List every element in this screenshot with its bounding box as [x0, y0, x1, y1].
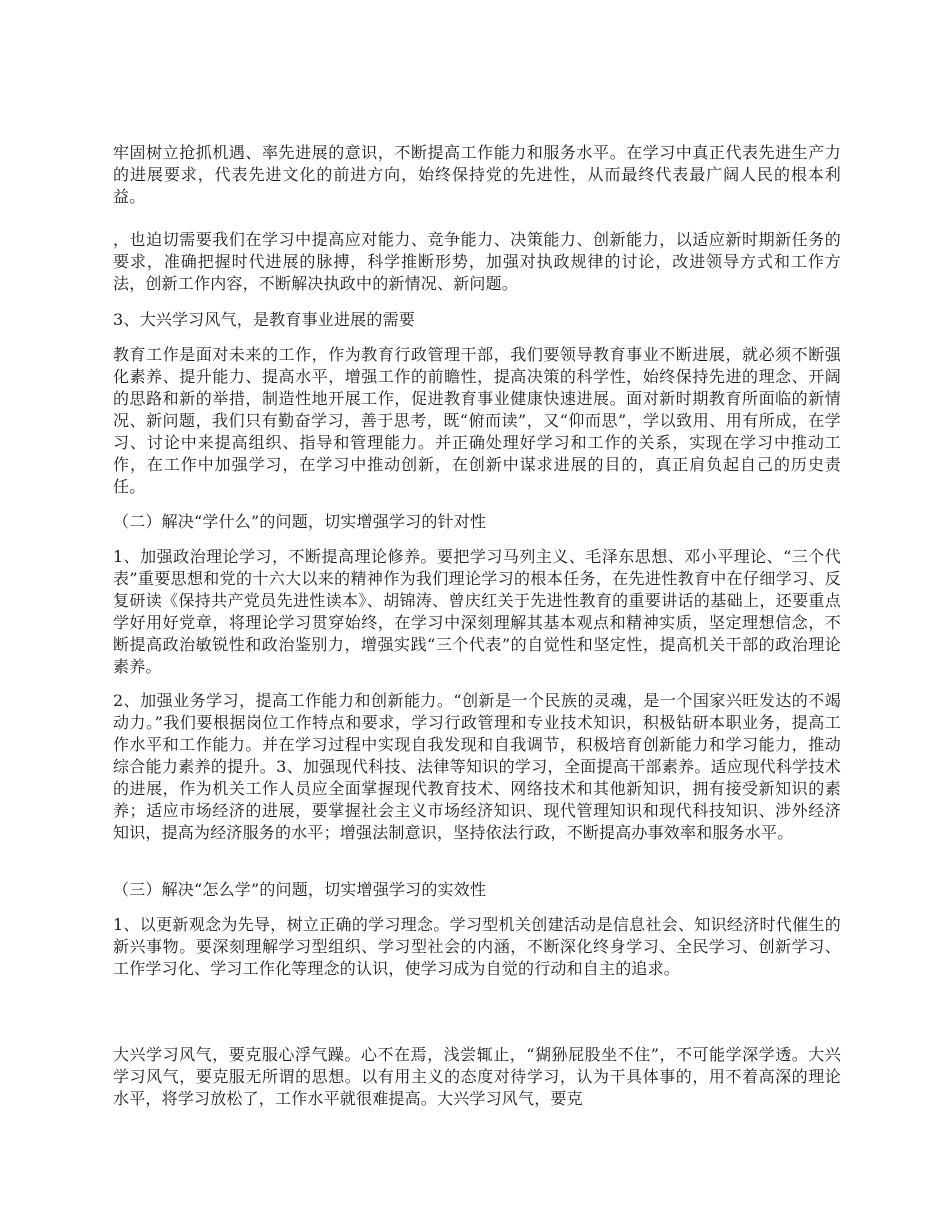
paragraph-study-atmosphere: 大兴学习风气，要克服心浮气躁。心不在焉，浅尝辄止，“猢狲屁股坐不住”，不可能学深学透。大兴学习风气，要克服无所谓的思想。以有用主义的态度对待学习，认为干具体事的，用不着高深的理论水平，将学习放松了，工作水平就很难提高。大兴学习风气，要克: [113, 1045, 841, 1108]
paragraph-business-study: 2、加强业务学习，提高工作能力和创新能力。“创新是一个民族的灵魂，是一个国家兴旺发达的不竭动力。”我们要根据岗位工作特点和要求，学习行政管理和专业技术知识，积极钻研本职业务，提高工作水平和工作能力。并在学习过程中实现自我发现和自我调节，积极培育创新能力和学习能力，推动综合能力素养的提升。3、加强现代科技、法律等知识的学习，全面提高干部素养。适应现代科学技术的进展，作为机关工作人员应全面掌握现代教育技术、网络技术和其他新知识，拥有接受新知识的素养；适应市场经济的进展，要掌握社会主义市场经济知识、现代管理知识和现代科技知识、涉外经济知识，提高为经济服务的水平；增强法制意识，坚持依法行政，不断提高办事效率和服务水平。: [113, 691, 841, 842]
paragraph-education: 教育工作是面对未来的工作，作为教育行政管理干部，我们要领导教育事业不断进展，就必须不断强化素养、提升能力、提高水平，增强工作的前瞻性，提高决策的科学性，始终保持先进的理念、开阔的思路和新的举措，制造性地开展工作，促进教育事业健康快速进展。面对新时期教育所面临的新情况、新问题，我们只有勤奋学习，善于思考，既“俯而读”，又“仰而思”，学以致用、用有所成，在学习、讨论中来提高组织、指导和管理能力。并正确处理好学习和工作的关系，实现在学习中推动工作，在工作中加强学习，在学习中推动创新，在创新中谋求进展的目的，真正肩负起自己的历史责任。: [113, 345, 841, 496]
paragraph-learning-concept: 1、以更新观念为先导，树立正确的学习理念。学习型机关创建活动是信息社会、知识经济时代催生的新兴事物。要深刻理解学习型组织、学习型社会的内涵，不断深化终身学习、全民学习、创新学习、工作学习化、学习工作化等理念的认识，使学习成为自觉的行动和自主的追求。: [113, 915, 841, 978]
section-heading-what-to-learn: （二）解决“学什么”的问题，切实增强学习的针对性: [113, 512, 487, 531]
paragraph-political-theory: 1、加强政治理论学习，不断提高理论修养。要把学习马列主义、毛泽东思想、邓小平理论、“三个代表”重要思想和党的十六大以来的精神作为我们理论学习的根本任务，在先进性教育中在仔细学习、反复研读《保持共产党员先进性读本》、胡锦涛、曾庆红关于先进性教育的重要讲话的基础上，还要重点学好用好党章，将理论学习贯穿始终，在学习中深刻理解其基本观点和精神实质，坚定理想信念，不断提高政治敏锐性和政治鉴别力，增强实践“三个代表”的自觉性和坚定性，提高机关干部的政治理论素养。: [113, 547, 841, 676]
paragraph-intro: 牢固树立抢抓机遇、率先进展的意识，不断提高工作能力和服务水平。在学习中真正代表先进生产力的进展要求，代表先进文化的前进方向，始终保持党的先进性，从而最终代表最广阔人民的根本利益。: [113, 143, 841, 206]
paragraph-ability: ，也迫切需要我们在学习中提高应对能力、竞争能力、决策能力、创新能力，以适应新时期新任务的要求，准确把握时代进展的脉搏，科学推断形势，加强对执政规律的讨论，改进领导方式和工作方法，创新工作内容，不断解决执政中的新情况、新问题。: [113, 230, 841, 293]
section-heading-how-to-learn: （三）解决“怎么学”的问题，切实增强学习的实效性: [113, 880, 487, 899]
section-heading-3: 3、大兴学习风气，是教育事业进展的需要: [113, 310, 415, 329]
